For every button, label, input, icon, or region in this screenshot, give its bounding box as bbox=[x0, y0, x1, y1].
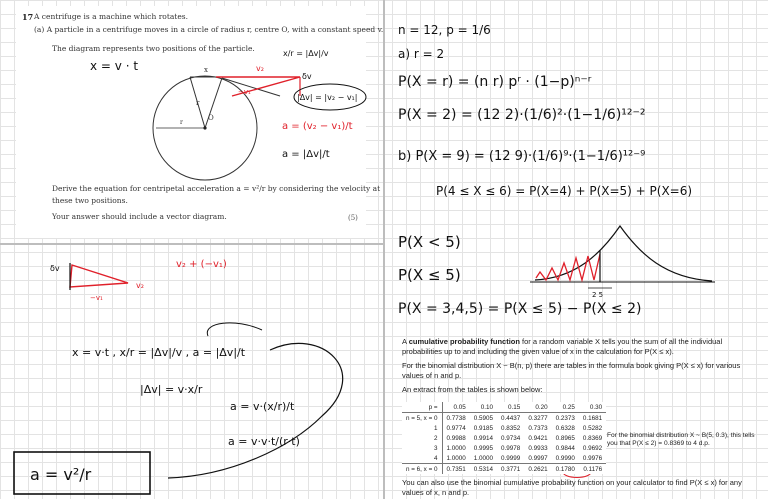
p-label: p = bbox=[402, 402, 442, 413]
velocity-v2 bbox=[222, 78, 280, 96]
page-divider-horizontal bbox=[0, 243, 383, 245]
table-cell: 0.9997 bbox=[528, 454, 548, 462]
hw-part-a: a) r = 2 bbox=[398, 47, 445, 61]
hw-lt5: P(X < 5) bbox=[398, 233, 461, 251]
p-value: 0.10 bbox=[470, 402, 497, 413]
hw-px2: P(X = 2) = (12 2)·(1/6)²·(1−1/6)¹²⁻² bbox=[398, 107, 646, 123]
table-cell: 0.9734 bbox=[501, 434, 521, 442]
table-cell: 0.9933 bbox=[528, 444, 548, 452]
hw-x-eq: x = v · t bbox=[90, 59, 139, 73]
diagram-caption: The diagram represents two positions of the particle. bbox=[52, 44, 255, 53]
hw-range: P(4 ≤ X ≤ 6) = P(X=4) + P(X=5) + P(X=6) bbox=[436, 184, 693, 198]
dv-label: δv bbox=[302, 72, 312, 81]
table-cell: 0.6328 bbox=[555, 424, 575, 432]
v2-label: v₂ bbox=[256, 64, 264, 73]
question-part-a: (a) A particle in a centrifuge moves in a circle of radius r, centre O, with a constant speed v. bbox=[34, 25, 384, 34]
question-number: 17 bbox=[22, 12, 34, 22]
table-row bbox=[402, 464, 606, 475]
info-text bbox=[402, 337, 762, 399]
table-cell: 0.9978 bbox=[501, 444, 521, 452]
table-cell: 0.5282 bbox=[582, 424, 603, 432]
instruction-text: Your answer should include a vector diagram. bbox=[52, 212, 227, 221]
p-value: 0.25 bbox=[552, 402, 579, 413]
table-row bbox=[402, 433, 606, 443]
p-value: 0.20 bbox=[524, 402, 551, 413]
hw-le5: P(X ≤ 5) bbox=[398, 266, 461, 284]
table-cell: 1.0000 bbox=[473, 454, 494, 462]
table-cell: 0.7373 bbox=[528, 424, 548, 432]
binomial-table bbox=[402, 402, 606, 474]
centre-point bbox=[203, 126, 206, 129]
derive-text-2: these two positions. bbox=[52, 196, 128, 205]
table-cell: 0.9976 bbox=[582, 454, 603, 462]
sketch-axis-mark: 2 5 bbox=[592, 291, 604, 299]
table-cell: 0.8369 bbox=[582, 434, 603, 442]
row-label: 3 bbox=[402, 443, 442, 453]
hw-dv-result: |Δv| = v·x/r bbox=[140, 383, 203, 396]
p-value: 0.15 bbox=[497, 402, 524, 413]
table-cell: 0.2373 bbox=[555, 414, 575, 422]
table-cell: 0.9844 bbox=[555, 444, 575, 452]
p-value: 0.05 bbox=[442, 402, 470, 413]
table-cell: 0.3771 bbox=[497, 464, 524, 475]
label-r-2: r bbox=[180, 119, 183, 126]
label-O: O bbox=[208, 114, 214, 122]
hw-a-vector: a = (v₂ − v₁)/t bbox=[282, 121, 353, 132]
derive-text-1: Derive the equation for centripetal acceleration a = v²/r by considering the velocity at bbox=[52, 184, 381, 193]
hw-curve-arrow-2 bbox=[207, 323, 262, 336]
table-cell: 0.9988 bbox=[446, 434, 466, 442]
table-row bbox=[402, 423, 606, 433]
table-cell: 1.0000 bbox=[446, 454, 466, 462]
table-cell: 0.9185 bbox=[473, 424, 494, 432]
table-cell: 0.1176 bbox=[579, 464, 606, 475]
table-cell: 0.3277 bbox=[528, 414, 548, 422]
hw-ratio: x/r = |Δv|/v bbox=[283, 49, 329, 58]
hw-work-line: x = v·t , x/r = |Δv|/v , a = |Δv|/t bbox=[72, 346, 246, 359]
table-row bbox=[402, 453, 606, 464]
hw-a-step1: a = v·(x/r)/t bbox=[230, 400, 295, 413]
table-cell: 0.9990 bbox=[555, 454, 575, 462]
table-cell: 0.9774 bbox=[446, 424, 466, 432]
table-row bbox=[402, 443, 606, 453]
table-cell: 0.5905 bbox=[473, 414, 494, 422]
footer-text: You can also use the binomial cumulative probability function on your calculator to find P(X ≤ x) for any values of x, n and p. bbox=[402, 478, 742, 497]
lower-minus-v1: −v₁ bbox=[90, 294, 103, 302]
hw-part-b: b) P(X = 9) = (12 9)·(1/6)⁹·(1−1/6)¹²⁻⁹ bbox=[398, 149, 646, 164]
table-cell: 0.7738 bbox=[446, 414, 466, 422]
lower-vector-triangle bbox=[70, 265, 128, 287]
table-cell: 0.7351 bbox=[442, 464, 470, 475]
marks-label: (5) bbox=[348, 214, 358, 222]
table-cell: 0.4437 bbox=[501, 414, 521, 422]
table-cell: 0.9692 bbox=[582, 444, 603, 452]
row-label: 2 bbox=[402, 433, 442, 443]
final-answer: a = v²/r bbox=[30, 465, 92, 484]
tables-line: For the binomial distribution X ~ B(n, p) there are tables in the formula book giving P(X ≤ x) for various values of n and p. bbox=[402, 361, 741, 380]
minus-v1-label: −v₁ bbox=[238, 88, 251, 96]
table-cell: 0.2621 bbox=[524, 464, 551, 475]
row-label: 4 bbox=[402, 453, 442, 464]
p-value: 0.30 bbox=[579, 402, 606, 413]
page-divider-vertical bbox=[383, 0, 385, 499]
table-cell: 0.9421 bbox=[528, 434, 548, 442]
lower-v1-label: v₂ bbox=[136, 281, 144, 290]
sketch-curve bbox=[535, 226, 712, 281]
table-cell: 0.9995 bbox=[473, 444, 494, 452]
sketch-shading bbox=[536, 254, 600, 280]
label-x: x bbox=[204, 66, 208, 74]
table-cell: 1.0000 bbox=[446, 444, 466, 452]
question-stem: A centrifuge is a machine which rotates. bbox=[34, 12, 188, 21]
table-note: For the binomial distribution X ~ B(5, 0.3), this tells you that P(X ≤ 2) = 0.8369 to 4 d.p. bbox=[607, 432, 755, 447]
table-cell: 0.8965 bbox=[555, 434, 575, 442]
hw-a-step2: a = v·v·t/(r·t) bbox=[228, 435, 300, 448]
hw-a-mag: a = |Δv|/t bbox=[282, 149, 330, 160]
lower-dv-label: δv bbox=[50, 264, 60, 273]
table-header-row bbox=[402, 402, 606, 413]
row-label: n = 6, x = 0 bbox=[402, 464, 442, 475]
hw-delta-v: |Δv| = |v₂ − v₁| bbox=[297, 93, 358, 102]
row-label: 1 bbox=[402, 423, 442, 433]
table-cell: 0.1681 bbox=[582, 414, 603, 422]
hw-formula: P(X = r) = (n r) pʳ · (1−p)ⁿ⁻ʳ bbox=[398, 74, 592, 90]
table-cell: 0.1780 bbox=[552, 464, 579, 475]
table-cell: 0.5314 bbox=[470, 464, 497, 475]
table-cell: 0.8352 bbox=[501, 424, 521, 432]
label-r: r bbox=[196, 99, 200, 107]
extract-line: An extract from the tables is shown below: bbox=[402, 385, 543, 394]
row-label: n = 5, x = 0 bbox=[402, 413, 442, 424]
hw-diff: P(X = 3,4,5) = P(X ≤ 5) − P(X ≤ 2) bbox=[398, 301, 642, 317]
table-row bbox=[402, 413, 606, 424]
table-cell: 0.9999 bbox=[501, 454, 521, 462]
hw-params: n = 12, p = 1/6 bbox=[398, 23, 491, 37]
lower-sum-label: v₂ + (−v₁) bbox=[176, 259, 227, 270]
cdf-intro: A cumulative probability function for a random variable X tells you the sum of all the individual probabilities up to and including the given value of x in the calculation for P(X ≤ x). bbox=[402, 337, 723, 356]
table-cell: 0.9914 bbox=[473, 434, 494, 442]
